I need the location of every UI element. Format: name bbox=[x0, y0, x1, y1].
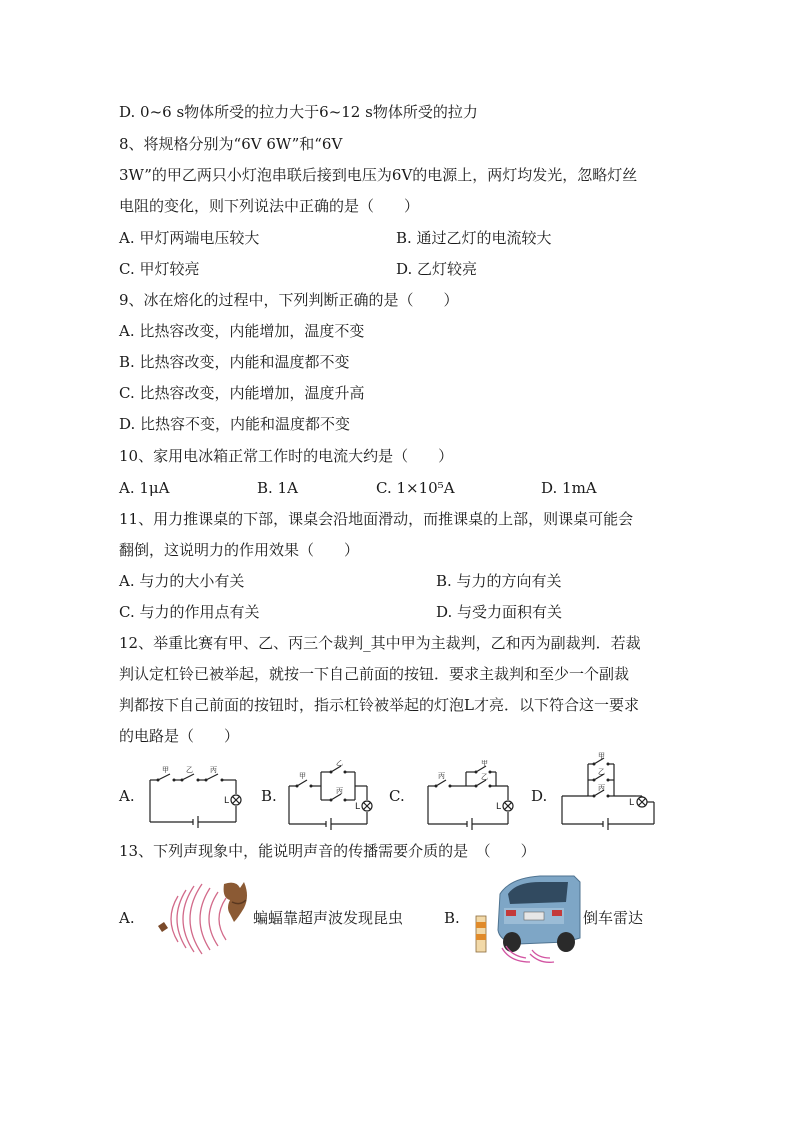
switch-label: 甲 bbox=[598, 752, 605, 760]
q9-option-a: A. 比热容改变，内能增加，温度不变 bbox=[119, 322, 365, 340]
q8-stem-line3: 电阻的变化，则下列说法中正确的是（ ） bbox=[119, 197, 420, 215]
q11-stem-line1: 11、用力推课桌的下部，课桌会沿地面滑动，而推课桌的上部，则课桌可能会 bbox=[119, 510, 634, 528]
q9-option-c: C. 比热容改变，内能增加，温度升高 bbox=[119, 384, 365, 402]
q12-circuit-d bbox=[556, 752, 662, 832]
q8-stem-line1: 8、将规格分别为“6V 6W”和“6V bbox=[119, 135, 343, 153]
q10-stem: 10、家用电冰箱正常工作时的电流大约是（ ） bbox=[119, 447, 454, 465]
q12-circuit-a bbox=[140, 760, 250, 832]
switch-label: 丙 bbox=[598, 784, 605, 792]
q12-option-c-label: C. bbox=[389, 787, 405, 805]
q12-circuit-b bbox=[281, 760, 381, 832]
q9-stem: 9、冰在熔化的过程中，下列判断正确的是（ ） bbox=[119, 291, 459, 309]
q11-option-d: D. 与受力面积有关 bbox=[436, 603, 563, 621]
lamp-label: L bbox=[629, 798, 635, 808]
q13-caption-a: 蝙蝠靠超声波发现昆虫 bbox=[253, 909, 404, 927]
q10-option-a: A. 1μA bbox=[119, 479, 170, 497]
q8-option-c: C. 甲灯较亮 bbox=[119, 260, 200, 278]
lamp-label: L bbox=[355, 802, 361, 812]
switch-label: 甲 bbox=[162, 766, 169, 774]
q9-option-b: B. 比热容改变，内能和温度都不变 bbox=[119, 353, 350, 371]
q11-option-c: C. 与力的作用点有关 bbox=[119, 603, 260, 621]
lamp-label: L bbox=[496, 802, 502, 812]
q13-option-a-label: A. bbox=[119, 909, 135, 927]
bat-sound-wave-image bbox=[150, 878, 252, 960]
lamp-label: L bbox=[224, 796, 230, 806]
q10-option-d: D. 1mA bbox=[541, 479, 597, 497]
switch-label: 丙 bbox=[438, 772, 445, 780]
switch-label: 乙 bbox=[481, 773, 488, 781]
q11-stem-line2: 翻倒，这说明力的作用效果（ ） bbox=[119, 541, 360, 559]
q10-option-b: B. 1A bbox=[257, 479, 298, 497]
q8-stem-line2: 3W”的甲乙两只小灯泡串联后接到电压为6V的电源上，两灯均发光，忽略灯丝 bbox=[119, 166, 638, 184]
q8-option-a: A. 甲灯两端电压较大 bbox=[119, 229, 260, 247]
q13-caption-b: 倒车雷达 bbox=[583, 909, 644, 927]
q10-option-c: C. 1×10⁵A bbox=[376, 479, 455, 497]
q12-stem-line3: 判都按下自己前面的按钮时，指示杠铃被举起的灯泡L才亮．以下符合这一要求 bbox=[119, 696, 639, 714]
q12-option-d-label: D. bbox=[531, 787, 548, 805]
q12-circuit-c bbox=[420, 760, 520, 832]
switch-label: 甲 bbox=[299, 772, 306, 780]
q11-option-b: B. 与力的方向有关 bbox=[436, 572, 562, 590]
q12-stem-line1: 12、举重比赛有甲、乙、丙三个裁判_其中甲为主裁判，乙和丙为副裁判．若裁 bbox=[119, 634, 641, 652]
q13-option-b-label: B. bbox=[444, 909, 460, 927]
q12-option-a-label: A. bbox=[119, 787, 135, 805]
switch-label: 丙 bbox=[210, 766, 217, 774]
q12-stem-line4: 的电路是（ ） bbox=[119, 727, 240, 745]
q12-stem-line2: 判认定杠铃已被举起，就按一下自己前面的按钮．要求主裁判和至少一个副裁 bbox=[119, 665, 630, 683]
q7-option-d: D. 0~6 s物体所受的拉力大于6~12 s物体所受的拉力 bbox=[119, 103, 478, 121]
switch-label: 乙 bbox=[598, 768, 605, 776]
q12-option-b-label: B. bbox=[261, 787, 277, 805]
switch-label: 甲 bbox=[481, 760, 488, 767]
q8-option-d: D. 乙灯较亮 bbox=[396, 260, 478, 278]
switch-label: 乙 bbox=[186, 766, 193, 774]
q8-option-b: B. 通过乙灯的电流较大 bbox=[396, 229, 552, 247]
q13-stem: 13、下列声现象中，能说明声音的传播需要介质的是 （ ） bbox=[119, 842, 536, 860]
q9-option-d: D. 比热容不变，内能和温度都不变 bbox=[119, 415, 351, 433]
car-parking-radar-image bbox=[470, 872, 582, 964]
switch-label: 丙 bbox=[336, 787, 343, 795]
switch-label: 乙 bbox=[336, 760, 343, 767]
q11-option-a: A. 与力的大小有关 bbox=[119, 572, 245, 590]
